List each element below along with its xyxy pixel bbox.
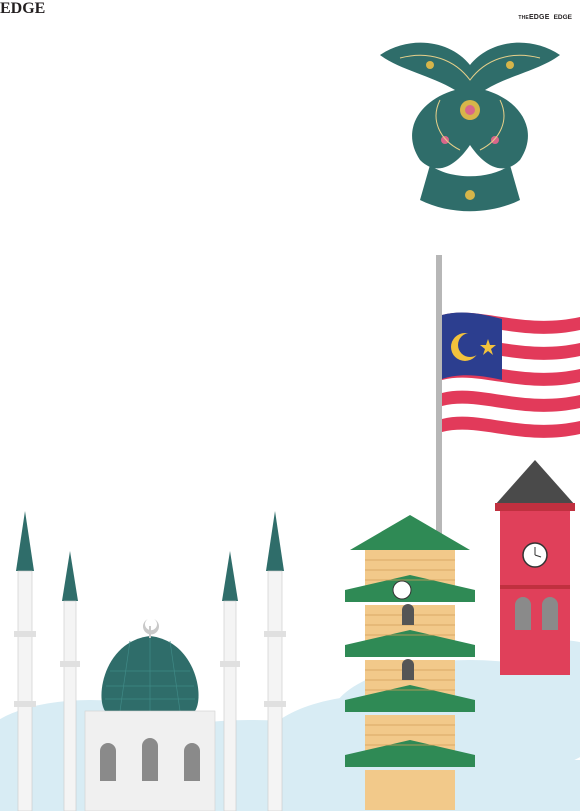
wau-kite-illustration — [370, 30, 570, 220]
pagoda-illustration — [340, 510, 480, 810]
brand-edge: EDGE — [0, 0, 46, 17]
publication-brand — [518, 14, 549, 21]
brand-the: THE — [518, 14, 529, 21]
mosque-illustration — [0, 511, 300, 811]
clock-tower-illustration — [490, 455, 580, 675]
brand-edge: EDGE — [553, 13, 572, 21]
brand-edge: EDGE — [528, 13, 550, 21]
page-header — [518, 10, 572, 24]
